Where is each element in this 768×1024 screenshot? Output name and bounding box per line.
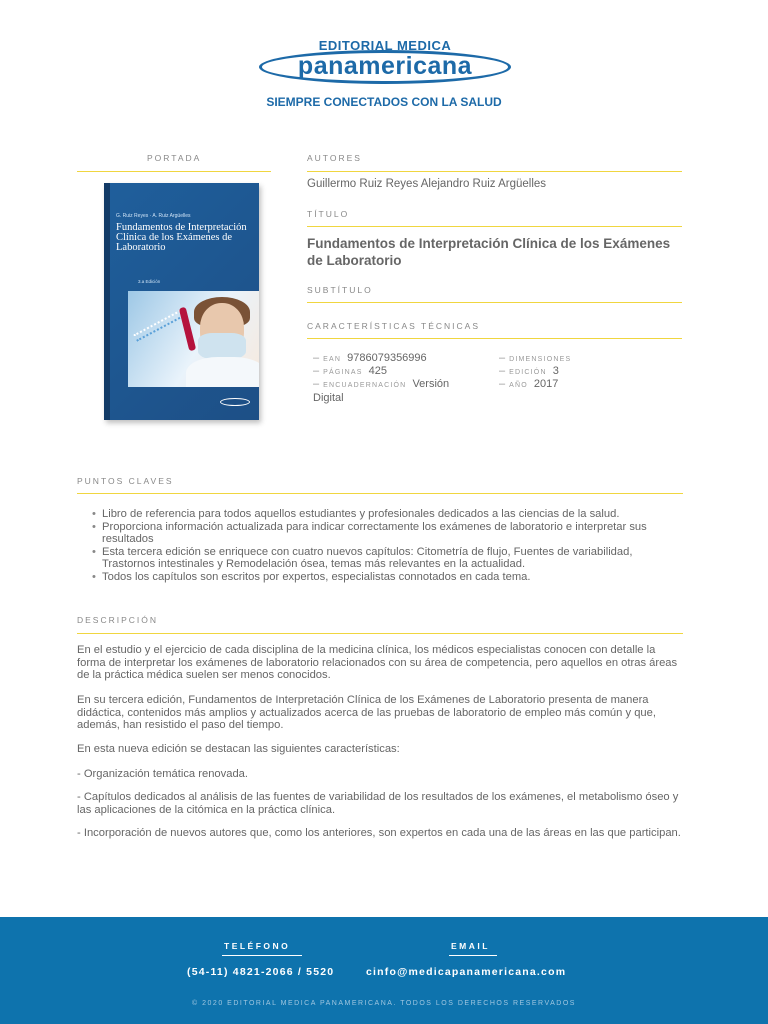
cover-title: Fundamentos de Interpretación Clínica de los Exámenes de Laboratorio [116, 222, 247, 253]
description-paragraph: - Capítulos dedicados al análisis de las fuentes de variabilidad de los resultados de los exámenes, el metabolismo óseo y las aplicaciones de la citómica en la práctica clínica. [77, 791, 679, 816]
email-rule [449, 955, 497, 956]
ean-value: 9786079356996 [347, 352, 427, 364]
autores-rule [307, 171, 682, 172]
portada-label: PORTADA [147, 153, 202, 163]
portada-rule [77, 171, 271, 172]
cover-spine [104, 183, 110, 420]
anio-label: AÑO [509, 382, 528, 389]
email-label: EMAIL [451, 941, 490, 951]
dna-helix-graphic [133, 308, 186, 341]
encuadernacion-value: Versión Digital [313, 378, 450, 404]
paginas-label: PÁGINAS [323, 369, 363, 376]
spec-encuadernacion: – ENCUADERNACIÓN Versión Digital [313, 378, 450, 404]
email-link[interactable]: cinfo@medicapanamericana.com [366, 966, 567, 978]
description-paragraph: En su tercera edición, Fundamentos de Interpretación Clínica de los Exámenes de Laboratorio presenta de manera didáctica, contenidos más amplios y actualizados acerca de las pruebas de laboratorio de empleo más común y que, además, han resistido el paso del tiempo. [77, 694, 656, 732]
cover-authors: G. Ruiz Reyes · A. Ruiz Argüelles [116, 213, 191, 219]
list-item: • Esta tercera edición se enriquece con cuatro nuevos capítulos: Citometría de flujo, Fuentes de variabilidad, Trastornos intestinales y Remodelación ósea, temas más relevantes en la actualidad. [90, 546, 685, 571]
subtitulo-label: SUBTÍTULO [307, 285, 373, 295]
descripcion-rule [77, 633, 683, 634]
book-cover[interactable] [104, 183, 259, 420]
subtitulo-rule [307, 302, 682, 303]
book-title: Fundamentos de Interpretación Clínica de los Exámenes de Laboratorio [307, 236, 671, 268]
publisher-logo[interactable] [255, 38, 515, 88]
description-paragraph: En esta nueva edición se destacan las siguientes características: [77, 743, 400, 755]
copyright: © 2020 EDITORIAL MEDICA PANAMERICANA. TODOS LOS DERECHOS RESERVADOS [192, 1000, 576, 1007]
edicion-label: EDICIÓN [509, 369, 547, 376]
tagline: SIEMPRE CONECTADOS CON LA SALUD [266, 95, 502, 109]
spec-anio: – AÑO 2017 [499, 378, 559, 390]
anio-value: 2017 [533, 378, 559, 390]
description-paragraph: - Incorporación de nuevos autores que, como los anteriores, son expertos en cada una de las áreas en las que participan. [77, 827, 681, 839]
key-points-list [90, 508, 685, 584]
descripcion-label: DESCRIPCIÓN [77, 615, 159, 625]
cover-coat [186, 357, 259, 387]
logo-top-text: EDITORIAL MEDICA [318, 38, 452, 53]
autores-label: AUTORES [307, 153, 362, 163]
cover-photo [128, 291, 259, 387]
list-item: • Proporciona información actualizada para indicar correctamente los exámenes de laboratorio e interpretar sus resultados [90, 521, 685, 546]
cover-publisher-logo [220, 398, 250, 406]
logo-main-text: panamericana [297, 52, 473, 80]
spec-paginas: – PÁGINAS 425 [313, 365, 388, 377]
spec-ean: – EAN 9786079356996 [313, 352, 427, 364]
cover-edition: 3.a Edición [138, 279, 161, 284]
puntos-claves-rule [77, 493, 683, 494]
telefono-value[interactable]: (54-11) 4821-2066 / 5520 [187, 966, 335, 978]
footer [0, 917, 768, 1024]
description-paragraph: - Organización temática renovada. [77, 768, 249, 780]
paginas-value: 425 [368, 365, 388, 377]
header [0, 0, 768, 130]
tecnicas-label: CARACTERÍSTICAS TÉCNICAS [307, 321, 481, 331]
description-paragraph: En el estudio y el ejercicio de cada disciplina de la medicina clínica, los médicos especialistas conocen con detalle la forma de interpretar los exámenes de laboratorio relacionados con su área de competencia, pero aquellos en otras áreas de la práctica médica suelen ser menos conocidos. [77, 644, 678, 682]
titulo-label: TÍTULO [307, 209, 350, 219]
puntos-claves-label: PUNTOS CLAVES [77, 476, 174, 486]
titulo-rule [307, 226, 682, 227]
edicion-value: 3 [552, 365, 559, 377]
authors-value: Guillermo Ruiz Reyes Alejandro Ruiz Argüelles [307, 178, 547, 190]
tecnicas-rule [307, 338, 682, 339]
telefono-rule [222, 955, 302, 956]
encuadernacion-label: ENCUADERNACIÓN [323, 382, 407, 389]
dimensiones-label: DIMENSIONES [509, 356, 572, 363]
list-item: • Todos los capítulos son escritos por expertos, especialistas connotados en cada tema. [90, 571, 685, 584]
telefono-label: TELÉFONO [224, 941, 291, 951]
cover-mask [198, 333, 246, 359]
list-item: • Libro de referencia para todos aquellos estudiantes y profesionales dedicados a las ciencias de la salud. [90, 508, 685, 521]
spec-dimensiones: – DIMENSIONES [499, 352, 572, 364]
spec-edicion: – EDICIÓN 3 [499, 365, 559, 377]
ean-label: EAN [323, 356, 342, 363]
